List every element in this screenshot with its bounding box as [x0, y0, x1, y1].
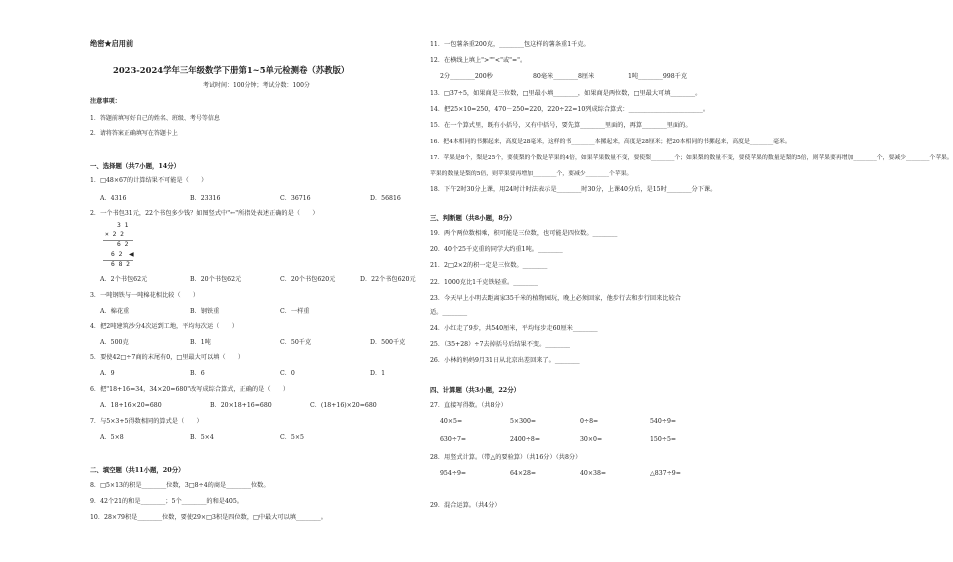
q1-option-c[interactable]: C．36716: [280, 195, 311, 202]
q17-text: 17．苹果是8个，梨是25个，要使梨的个数是苹果的4倍，如果苹果数量不变，要使梨________个；如果梨的数量不变，要使苹果的数量是梨的5倍，则苹果要再增加________个，要减少________个苹果。: [430, 155, 953, 161]
q4-option-a[interactable]: A．500克: [100, 339, 129, 346]
q19-text: 19．两个两位数相乘，积可能是三位数，也可能是四位数。________: [430, 230, 618, 237]
q9-text: 9．42个21的和是________；5个________的和是405。: [90, 498, 243, 505]
vertical-row-4: 6 2: [111, 251, 123, 258]
q23-text: 23．今天早上小明去距离家35千米的植物园玩，晚上必须回家，他步行去和步行回来比较合: [430, 295, 681, 302]
q1-option-a[interactable]: A．4316: [100, 195, 127, 202]
q7-stem: 7．与5×3+5得数相同的算式是（ ）: [90, 418, 203, 425]
q17-text-line2: 苹果的数量是梨的5倍，则苹果要再增加________个，要减少________个苹果。: [430, 171, 633, 177]
section2-heading: 二、填空题（共11小题，20分）: [90, 466, 185, 474]
vertical-row-5: 6 8 2: [111, 261, 130, 268]
q28-cell: 954÷9=: [440, 470, 467, 477]
vertical-row-3: 6 2: [117, 241, 129, 248]
q4-option-c[interactable]: C．50千克: [280, 339, 312, 346]
q8-text: 8．□5×13的积是________位数，3□8÷4的商是________位数。: [90, 482, 270, 489]
note-1: 1．答题前填写好自己的姓名、班级、考号等信息: [90, 115, 220, 122]
q24-text: 24．小红走了9步，共540厘米，平均每步走60厘米________: [430, 325, 598, 332]
q2-option-c[interactable]: C．20个书包620元: [280, 276, 336, 283]
q13-text: 13．□37÷5，如果商是三位数，□里最小填________，如果商是两位数，□里最大可填________。: [430, 90, 702, 97]
q23-text-line2: 适。________: [430, 309, 468, 316]
q5-option-c[interactable]: C．0: [280, 370, 295, 377]
q29-text: 29．混合运算。（共4分）: [430, 502, 501, 509]
q14-text: 14．把25×10=250，470－250=220，220÷22=10列成综合算式：________________________。: [430, 106, 710, 113]
q7-option-a[interactable]: A．5×8: [100, 434, 124, 441]
exam-subtitle: 考试时间：100分钟；考试分数：100分: [203, 82, 310, 89]
q1-option-d[interactable]: D．56816: [370, 195, 401, 202]
q2-stem: 2．一个书包31元，22个书包多少钱？如图竖式中"←"所指处表述正确的是（ ）: [90, 210, 319, 217]
q7-option-b[interactable]: B．5×4: [190, 434, 214, 441]
q2-option-d[interactable]: D．22个书包620元: [360, 276, 416, 283]
q20-text: 20．40个25千克重的同学大约重1吨。________: [430, 246, 563, 253]
q5-stem: 5．要使42□÷7商的末尾有0，□里最大可以填（ ）: [90, 354, 245, 361]
right-column: [423, 0, 953, 562]
q12-text: 12．在横线上填上">""<"或"="。: [430, 57, 527, 64]
q6-option-b[interactable]: B．20×18+16=680: [210, 402, 272, 409]
note-2: 2．请将答案正确填写在答题卡上: [90, 130, 178, 137]
q22-text: 22．1000克比1千克铁轻重。________: [430, 279, 538, 286]
q1-stem: 1．□48×67的计算结果不可能是（ ）: [90, 177, 208, 184]
q5-option-b[interactable]: B．6: [190, 370, 205, 377]
q4-option-b[interactable]: B．1吨: [190, 339, 211, 346]
q6-stem: 6．把"18+16=34，34×20=680"改写成综合算式，正确的是（ ）: [90, 386, 290, 393]
q27-cell: 40×5=: [440, 418, 463, 425]
q2-option-b[interactable]: B．20个书包62元: [190, 276, 242, 283]
q12-blank-2[interactable]: 80毫米________8厘米: [533, 73, 595, 80]
exam-title: 2023-2024学年三年级数学下册第1~5单元检测卷（苏教版）: [113, 65, 350, 75]
q2-option-a[interactable]: A．2个书包62元: [100, 276, 148, 283]
section4-heading: 四、计算题（共3小题，22分）: [430, 386, 521, 394]
q3-stem: 3．一吨钢铁与一吨棉花相比较（ ）: [90, 292, 200, 299]
vertical-row-2: × 2 2: [105, 231, 124, 238]
q26-text: 26．小林的妈妈9月31日从北京出差回来了。________: [430, 357, 580, 364]
q4-stem: 4．把2吨建筑沙分4次运到工地，平均每次运（ ）: [90, 323, 238, 330]
q18-text: 18．下午2时30分上课，用24时计时法表示是________时30分，上课40分后，是15时________分下课。: [430, 186, 717, 193]
q5-option-a[interactable]: A．9: [100, 370, 115, 377]
q27-cell: 540÷9=: [650, 418, 677, 425]
q27-cell: 5×300=: [510, 418, 537, 425]
q12-blank-1[interactable]: 2分________200秒: [440, 73, 493, 80]
q3-option-b[interactable]: B．钢铁重: [190, 308, 220, 315]
q25-text: 25．（35+28）÷7去掉括号后结果不变。________: [430, 341, 571, 348]
section1-heading: 一、选择题（共7小题，14分）: [90, 162, 181, 170]
q11-text: 11．一包薯条重200克，________包这样的薯条重1千克。: [430, 41, 590, 48]
q6-option-c[interactable]: C．(18+16)×20=680: [310, 402, 377, 409]
q7-option-c[interactable]: C．5×5: [280, 434, 304, 441]
q28-text: 28．用竖式计算。（带△的要验算）（共16分）（共8分）: [430, 454, 582, 461]
secret-label: 绝密★启用前: [90, 39, 134, 48]
q27-text: 27．直接写得数。（共8分）: [430, 402, 507, 409]
q16-text: 16．把4本相同的书摞起来，高度是28毫米，这样的书________本摞起来，高度是28厘米；把20本相同的书摞起来，高度是________毫米。: [430, 139, 791, 145]
q27-cell: 630÷7=: [440, 436, 467, 443]
q27-cell: 2400÷8=: [510, 436, 541, 443]
q5-option-d[interactable]: D．1: [370, 370, 386, 377]
q21-text: 21．2□2×2的积一定是三位数。________: [430, 262, 548, 269]
vertical-row-1: 3 1: [117, 222, 129, 229]
q27-cell: 30×0=: [580, 436, 603, 443]
notes-heading: 注意事项：: [90, 98, 121, 105]
q27-cell: 0÷8=: [580, 418, 599, 425]
q10-text: 10．28×79积是________位数，要使29×□3积是四位数，□中最大可以填________。: [90, 514, 327, 521]
q27-cell: 150÷5=: [650, 436, 677, 443]
q12-blank-3[interactable]: 1吨________998千克: [628, 73, 688, 80]
q3-option-c[interactable]: C．一样重: [280, 308, 310, 315]
left-arrow-icon: ◀: [129, 251, 134, 258]
section3-heading: 三、判断题（共8小题，8分）: [430, 214, 516, 222]
q28-cell: △837÷9=: [650, 470, 681, 477]
q4-option-d[interactable]: D．500千克: [370, 339, 406, 346]
q28-cell: 40×38=: [580, 470, 607, 477]
q15-text: 15．在一个算式里，既有小括号，又有中括号，要先算________里面的，再算________里面的。: [430, 122, 692, 129]
q1-option-b[interactable]: B．23316: [190, 195, 221, 202]
q28-cell: 64×28=: [510, 470, 537, 477]
q3-option-a[interactable]: A．棉花重: [100, 308, 130, 315]
q6-option-a[interactable]: A．18+16×20=680: [100, 402, 162, 409]
left-column: [83, 0, 453, 562]
